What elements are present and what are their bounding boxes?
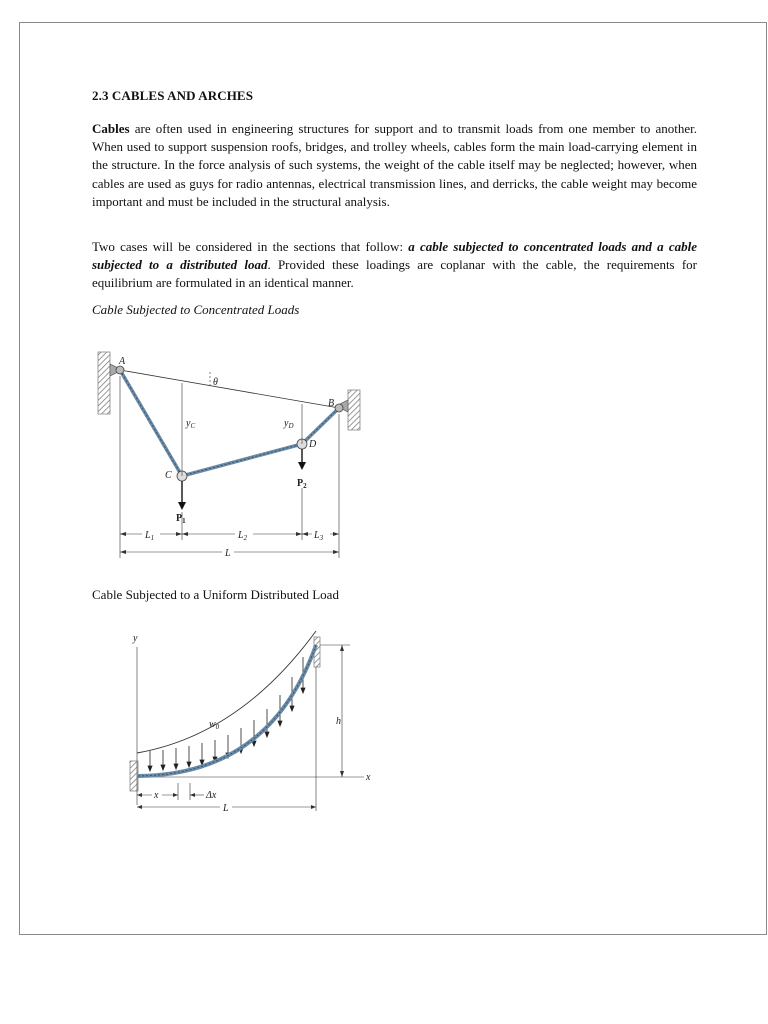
- two-cases-emphasis: a cable subjected to concentrated loads and a cable subjected to a distributed load: [92, 239, 698, 273]
- section-heading: 2.3 CABLES AND ARCHES: [92, 88, 254, 103]
- paragraph-two-cases: [92, 238, 697, 293]
- subheading-concentrated: Cable Subjected to Concentrated Loads: [92, 302, 300, 317]
- left-wall-2: [130, 761, 138, 791]
- label-C: C: [165, 470, 172, 481]
- right-wall: [348, 390, 360, 430]
- cables-term: Cables: [92, 121, 130, 136]
- label-L-total: L: [223, 803, 229, 814]
- label-y-axis: y: [133, 633, 138, 644]
- label-L3: $L_3$: [314, 530, 324, 542]
- cable-segments: [120, 370, 339, 476]
- label-x-dim: x: [154, 790, 159, 801]
- paragraph-cables-intro: [92, 120, 697, 211]
- label-L1: $L_1$: [145, 530, 155, 542]
- label-yD: $y_D$: [284, 418, 294, 430]
- left-wall: [98, 352, 110, 414]
- label-B: B: [328, 398, 335, 409]
- label-yC: $y_C$: [186, 418, 196, 430]
- label-P2: $P_2$: [297, 478, 307, 490]
- load-arrows: [148, 657, 305, 771]
- label-L: L: [225, 548, 231, 559]
- label-L2: $L_2$: [238, 530, 248, 542]
- cable-parabola: [138, 645, 316, 776]
- two-cases-before: Two cases will be considered in the sections that follow:: [92, 239, 409, 254]
- label-P1: $P_1$: [176, 513, 186, 525]
- label-h: h: [336, 716, 341, 727]
- subheading-distributed: Cable Subjected to a Uniform Distributed Load: [92, 587, 339, 602]
- label-dx: Δx: [206, 790, 217, 801]
- label-w0: $w_0$: [209, 719, 220, 731]
- pin-B: [335, 404, 343, 412]
- figure-distributed-load: [120, 625, 380, 820]
- chord-line: [120, 370, 339, 408]
- pin-A: [116, 366, 124, 374]
- label-A: A: [119, 356, 126, 367]
- figure-concentrated-loads: [90, 340, 370, 570]
- load-envelope: [137, 631, 316, 753]
- label-theta: θ: [213, 377, 218, 388]
- label-D: D: [309, 439, 317, 450]
- cables-intro-text: are often used in engineering structures for support and to transmit loads from one member to another. When used to support suspension roofs, bridges, and trolley wheels, cables form the main load-carrying element in the structure. In the force analysis of such systems, the weight of the cable itself may be neglected; however, when cables are used as guys for radio antennas, electrical transmission lines, and derricks, the cable weight may become important and must be included in the structural analysis.: [92, 121, 697, 209]
- label-x-axis: x: [366, 772, 371, 783]
- two-cases-after: . Provided these loadings are coplanar with the cable, the requirements for equilibrium are formulated in an identical manner.: [92, 257, 697, 291]
